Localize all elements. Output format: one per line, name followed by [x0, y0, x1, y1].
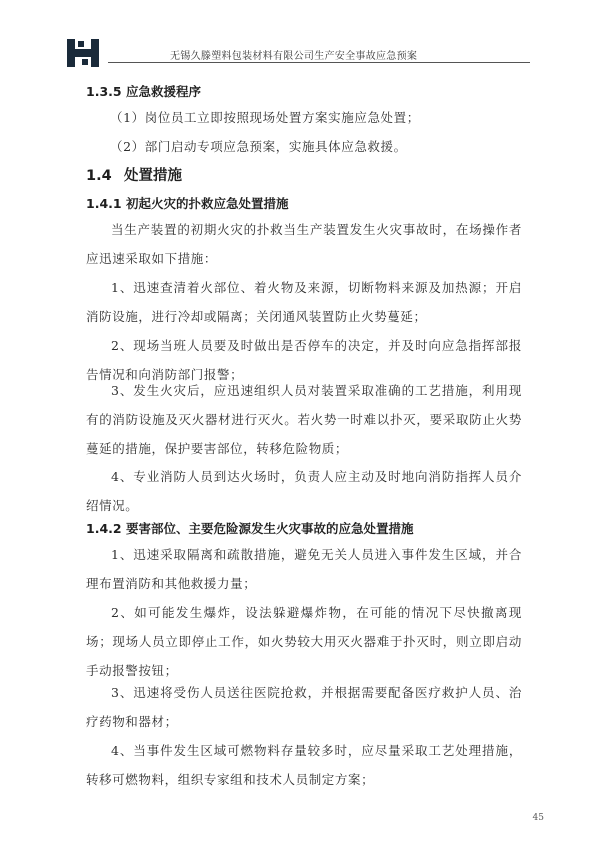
- section-number: 1.4: [86, 168, 112, 184]
- header-divider: [108, 62, 530, 63]
- section-number: 1.4.1: [86, 196, 122, 211]
- list-item: （1）岗位员工立即按照现场处置方案实施应急处置；: [110, 110, 420, 125]
- body-paragraph: 4、当事件发生区域可燃物料存量较多时，应尽量采取工艺处理措施，转移可燃物料，组织专家组和技术人员制定方案；: [86, 743, 522, 787]
- section-title: 要害部位、主要危险源发生火灾事故的应急处置措施: [126, 521, 414, 536]
- section-heading-1-3-5: [86, 82, 201, 100]
- body-paragraph: 3、迅速将受伤人员送往医院抢救，并根据需要配备医疗救护人员、治疗药物和器材；: [86, 685, 522, 729]
- list-item: （2）部门启动专项应急预案，实施具体应急救援。: [110, 139, 407, 154]
- page-number: 45: [532, 813, 544, 823]
- body-paragraph: 当生产装置的初期火灾的扑救当生产装置发生火灾事故时，在场操作者应迅速采取如下措施：: [86, 222, 522, 266]
- section-heading-1-4-2: [86, 519, 414, 537]
- section-title: 初起火灾的扑救应急处置措施: [126, 196, 289, 211]
- body-paragraph: 2、如可能发生爆炸，设法躲避爆炸物，在可能的情况下尽快撤离现场；现场人员立即停止工作，如火势较大用灭火器难于扑灭时，则立即启动手动报警按钮；: [86, 605, 522, 678]
- body-paragraph: 1、迅速查清着火部位、着火物及来源，切断物料来源及加热源；开启消防设施，进行冷却或隔离；关闭通风装置防止火势蔓延；: [86, 280, 522, 324]
- section-number: 1.4.2: [86, 521, 122, 536]
- body-paragraph: 2、现场当班人员要及时做出是否停车的决定，并及时向应急指挥部报告情况和向消防部门报警；: [86, 338, 522, 382]
- body-paragraph: 3、发生火灾后，应迅速组织人员对装置采取准确的工艺措施，利用现有的消防设施及灭火器材进行灭火。若火势一时难以扑灭，要采取防止火势蔓延的措施，保护要害部位，转移危险物质；: [86, 383, 522, 456]
- section-heading-1-4-1: [86, 194, 289, 212]
- section-number: 1.3.5: [86, 84, 122, 99]
- body-paragraph: 4、专业消防人员到达火场时，负责人应主动及时地向消防指挥人员介绍情况。: [86, 469, 522, 513]
- section-title: 应急救援程序: [126, 84, 202, 99]
- section-heading-1-4: [86, 164, 182, 185]
- company-logo: [66, 38, 100, 68]
- section-title: 处置措施: [124, 168, 182, 184]
- body-paragraph: 1、迅速采取隔离和疏散措施，避免无关人员进入事件发生区域，并合理布置消防和其他救援力量；: [86, 547, 522, 591]
- header-title: 无锡久滕塑料包装材料有限公司生产安全事故应急预案: [170, 51, 418, 62]
